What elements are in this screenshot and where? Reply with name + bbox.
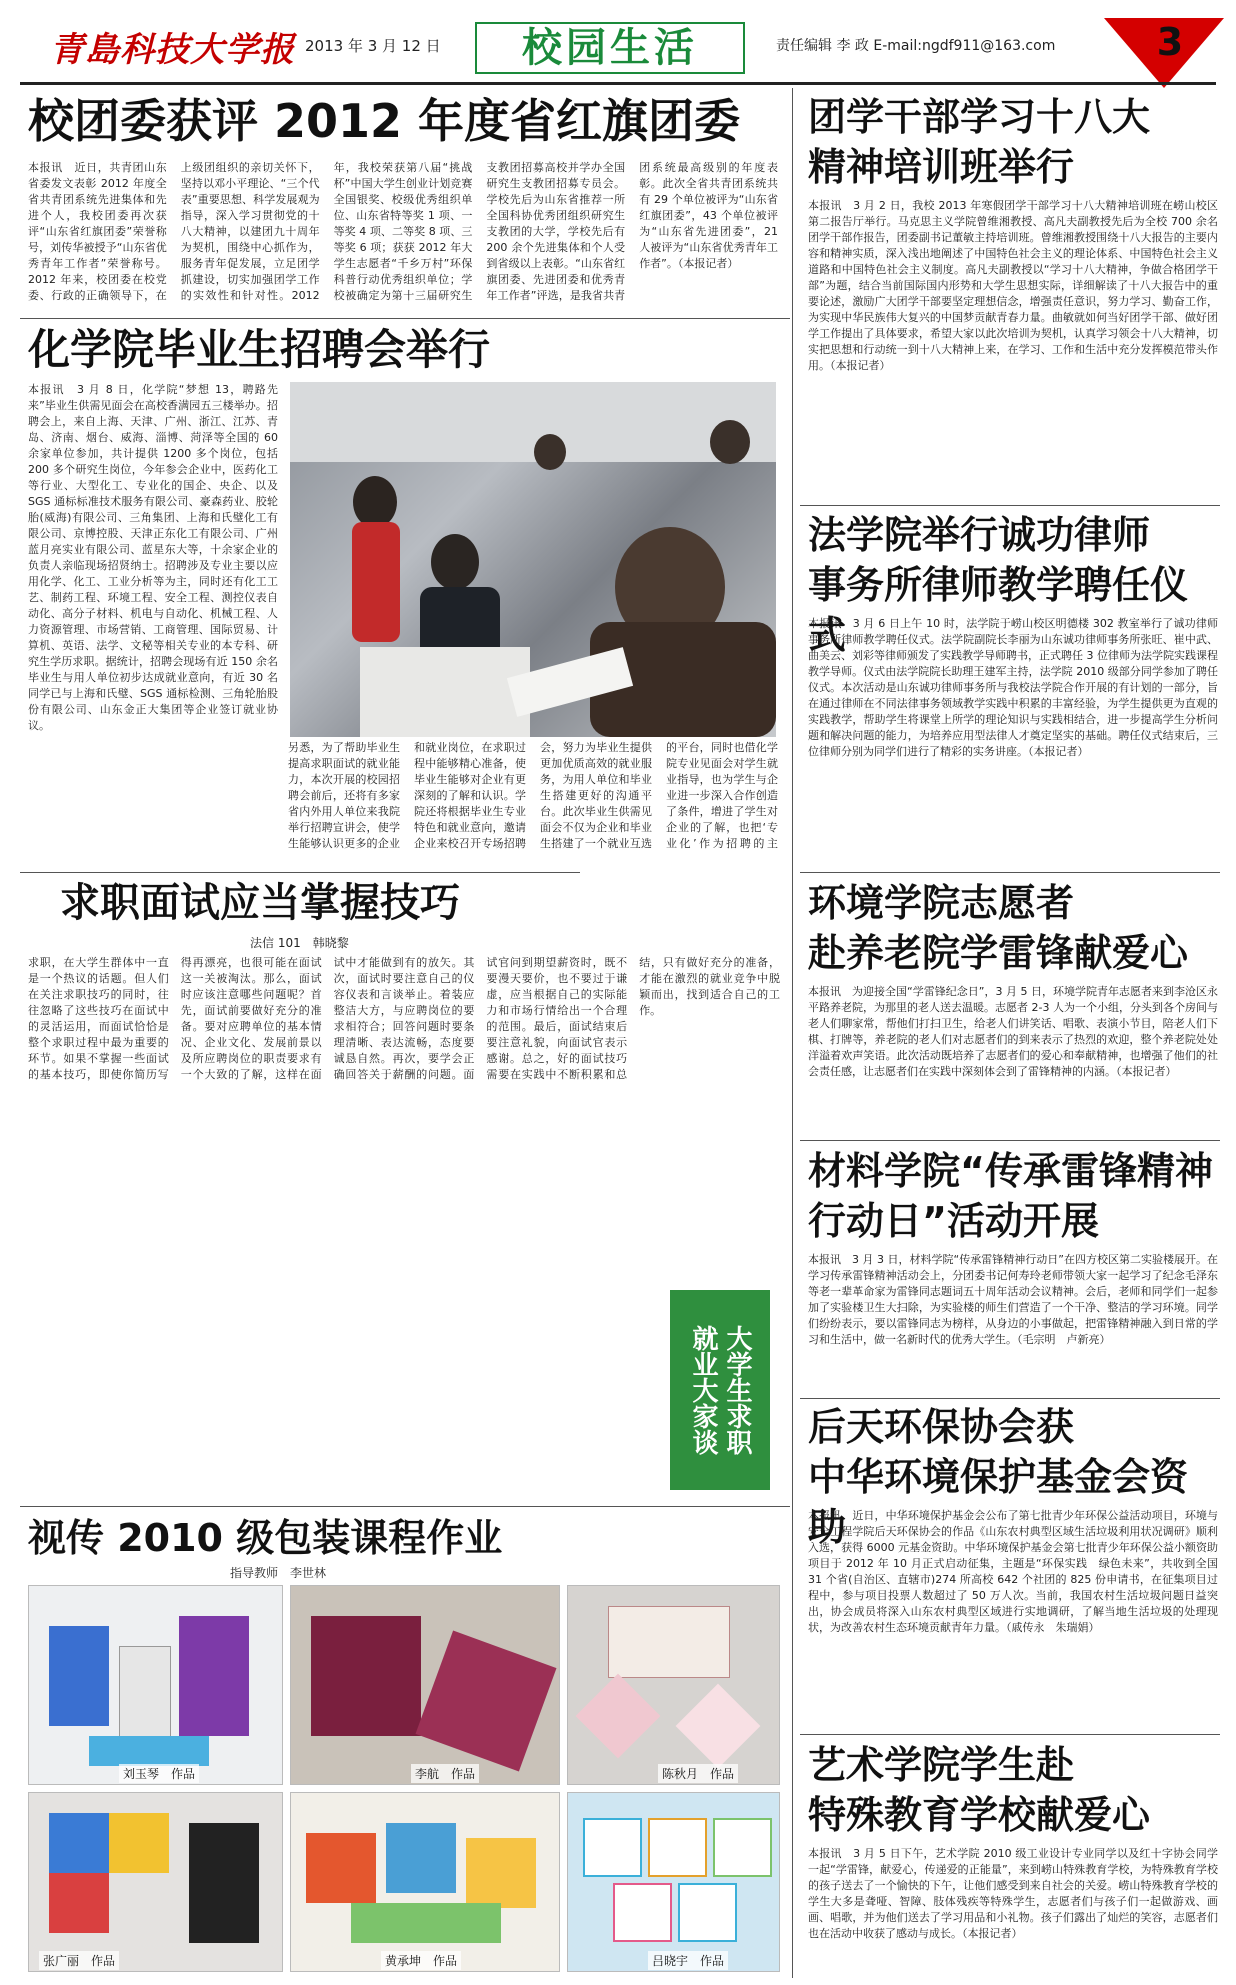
- course-work-4: [28, 1792, 283, 1972]
- masthead-rule: [20, 82, 1216, 85]
- jobfair-photo-figures: [290, 382, 776, 737]
- course-caption-2: 李航 作品: [411, 1764, 479, 1783]
- divider: [800, 872, 1220, 873]
- course-work-3: [567, 1585, 780, 1785]
- law-headline: 法学院举行诚功律师 事务所律师教学聘任仪式: [808, 513, 1189, 657]
- jobfair-body-bottom: 另悉，为了帮助毕业生提高求职面试的就业能力，本次开展的校园招聘会前后，还将有多家省内外用人单位来我院举行招聘宣讲会，使学生能够认识更多的企业和就业岗位，在求职过程中能够精心准备，使毕业生能够对企业有更深刻的了解和认识。学院还将根据毕业生专业特色和就业意向，邀请企业来校召开专场招聘会，努力为毕业生提供更加优质高效的就业服务，为用人单位和毕业生搭建更好的沟通平台。此次毕业生供需见面会不仅为企业和毕业生搭建了一个就业互选的平台，同时也借化学院专业见面会对学生就业指导，也为学生与企业进一步深入合作创造了条件，增进了学生对企业的了解，也把‘专业化’作为招聘的主: [288, 741, 778, 850]
- houtian-body: 本报讯 近日，中华环境保护基金会公布了第七批青少年环保公益活动项目，环境与安全工程学院后天环保协会的作品《山东农村典型区域生活垃圾利用状况调研》顺利入选，获得 6000 元基金资助。中华环境保护基金会第七批青少年环保公益小额资助项目于 2012 年 10 月正式启动征集，主题是“环保实践 绿色未来”，共收到全国 31 个省(自治区、直辖市)274 所高校 642 个社团的 825 份申请书，在征集项目过程中，参与项目投票人数超过了 50 万人次。当前，我国农村生活垃圾问题日益突出，协会成员将深入山东农村典型区域进行实地调研，了解当地生活垃圾的处理现状，为改善农村生态环境贡献青年力量。（戚传永 朱瑞娟）: [808, 1509, 1218, 1634]
- career-box-line2: 就业大家谈: [688, 1325, 718, 1455]
- career-column-box: [670, 1290, 770, 1490]
- interview-author: 法信 101 韩晓黎: [250, 936, 349, 950]
- env-body: 本报讯 为迎接全国“学雷锋纪念日”，3 月 5 日，环境学院青年志愿者来到李沧区永平路养老院，为那里的老人送去温暖。志愿者 2-3 人为一个小组，分头到各个房间与老人们聊家常，帮他们打扫卫生，给老人们讲笑话、唱歌、表演小节目，陪老人们下棋、打牌等，养老院的老人们对志愿者们的到来表示了热烈的欢迎，整个养老院处处洋溢着欢声笑语。此次活动既培养了志愿者们的爱心和奉献精神，也增强了他们的社会责任感，让志愿者们在实践中深刻体会到了雷锋精神的内涵。（本报记者）: [808, 985, 1218, 1078]
- issue-date: 2013 年 3 月 12 日: [305, 37, 441, 55]
- redflag-body: 本报讯 近日，共青团山东省委发文表彰 2012 年度全省共青团系统先进集体和先进个人，我校团委再次获评“山东省红旗团委”荣誉称号，刘传华被授予“山东省优秀青年工作者”荣誉称号。2012 年来，校团委在校党委、行政的正确领导下，在上级团组织的亲切关怀下，坚持以邓小平理论、“三个代表”重要思想、科学发展观为指导，深入学习贯彻党的十八大精神，以建团九十周年为契机，围绕中心抓作为，服务青年促发展，立足团学抓建设，切实加强团学工作的实效性和针对性。2012 年，我校荣获第八届“挑战杯”中国大学生创业计划竞赛全国银奖、校级优秀组织单位、山东省特等奖 1 项、一等奖 4 项、二等奖 8 项、三等奖 6 项；获获 2012 年大学生志愿者“千乡万村”环保科普行动优秀组织单位；学校被确定为第十三届研究生支教团招募高校并学办全国研究生支教团招募专员会。学校先后为山东省推荐一所全国科协优秀团组织研究生支教团的大学，学校先后有 200 余个先进集体和个人受到省级以上表彰。“山东省红旗团委、先进团委和优秀青年工作者”评选，是我省共青团系统最高级别的年度表彰。此次全省共青团系统共有 29 个单位被评为“山东省红旗团委”，43 个单位被评为“山东省先进团委”，21 人被评为“山东省优秀青年工作者”。（本报记者）: [28, 161, 778, 302]
- law-body: 本报讯 3 月 6 日上午 10 时，法学院于崂山校区明德楼 302 教室举行了诚功律师事务所律师教学聘任仪式。法学院副院长李丽为山东诚功律师事务所张旺、崔中武、曲美云、刘彩等律师颁发了实践教学导师聘书，正式聘任 3 位律师为法学院实践课程教学导师。仪式由法学院院长助理王建军主持，法学院 2010 级部分同学参加了聘任仪式。本次活动是山东诚功律师事务所与我校法学院合作开展的有计划的一部分，旨在通过律师在不同法律事务领域教学实践中积累的丰富经验，为学生提供更为直观的实践教学，帮助学生将课堂上所学的理论知识与实践相结合，进一步提高学生分析问题和解决问题的能力，为培养应用型法律人才奠定坚实的基础。聘任仪式结束后，三位律师分别为同学们进行了精彩的实务讲座。（本报记者）: [808, 617, 1218, 758]
- jobfair-body-left: 本报讯 3 月 8 日，化学院“梦想 13，聘路先来”毕业生供需见面会在高校香满园五三楼举办。招聘会上，来自上海、天津、广州、浙江、江苏、青岛、济南、烟台、威海、淄博、菏泽等全国的 60 余家单位参加，共计提供 1200 多个岗位，包括 200 多个研究生岗位，今年参会企业中，医药化工等行业、大型化工、专业化的国企、央企、以及 SGS 通标标准技术服务有限公司、豪森药业、胶轮胎(威海)有限公司、三角集团、上海和氏璧化工有限公司、京博控股、天津正东化工有限公司、广州蓝月亮实业有限公司、蓝星东大等，十余家企业的负责人亲临现场招贤纳士。招聘涉及专业主要以应用化学、化工、工业分析等为主，同时还有化工工艺、制药工程、环境工程、安全工程、测控仪表自动化、高分子材料、机电与自动化、机械工程、人力资源管理、市场营销、工商管理、国际贸易、计算机、英语、法学、文秘等相关专业的本专科、研究生学历求职。据统计，招聘会现场有近 150 余名毕业生与用人单位初步达成就业意向，有近 30 名同学已与上海和氏璧、SGS 通标检测、三角轮胎股份有限公司、山东金正大集团等企业签订就业协议。: [28, 383, 278, 732]
- course-caption-4: 张广丽 作品: [39, 1951, 119, 1970]
- editor-info: 责任编辑 李 政 E-mail:ngdf911@163.com: [776, 38, 1056, 54]
- divider: [800, 505, 1220, 506]
- jobfair-photo: [290, 382, 776, 737]
- divider: [800, 1140, 1220, 1141]
- course-caption-3: 陈秋月 作品: [658, 1764, 738, 1783]
- divider: [800, 1398, 1220, 1399]
- page-number: 3: [1156, 20, 1184, 64]
- career-box-line1: 大学生求职: [722, 1325, 752, 1455]
- houtian-headline: 后天环保协会获 中华环境保护基金会资助: [808, 1405, 1189, 1549]
- course-work-5: [290, 1792, 560, 1972]
- study-headline: 团学干部学习十八大 精神培训班举行: [808, 95, 1151, 189]
- course-work-1: [28, 1585, 283, 1785]
- course-caption-1: 刘玉琴 作品: [119, 1764, 199, 1783]
- interview-body: 求职，在大学生群体中一直是一个热议的话题。但人们在关注求职技巧的同时，往往忽略了这些技巧在面试中的灵活运用，而面试恰恰是整个求职过程中最为重要的环节。如果不掌握一些面试的基本技巧，即使你简历写得再漂亮，也很可能在面试这一关被淘汰。那么，面试时应该注意哪些问题呢？首先，面试前要做好充分的准备。要对应聘单位的基本情况、企业文化、发展前景以及所应聘岗位的职责要求有一个大致的了解，这样在面试中才能做到有的放矢。其次，面试时要注意自己的仪容仪表和言谈举止。着装应整洁大方，与应聘岗位的要求相符合；回答问题时要条理清晰、表达流畅，态度要诚恳自然。再次，要学会正确回答关于薪酬的问题。面试官问到期望薪资时，既不要漫天要价，也不要过于谦虚，应当根据自己的实际能力和市场行情给出一个合理的范围。最后，面试结束后要注意礼貌，向面试官表示感谢。总之，好的面试技巧需要在实践中不断积累和总结，只有做好充分的准备，才能在激烈的就业竞争中脱颖而出，找到适合自己的工作。: [28, 956, 780, 1081]
- course-caption-6: 吕晓宇 作品: [648, 1951, 728, 1970]
- section-title: 校园生活: [475, 22, 745, 74]
- materials-headline: 材料学院“传承雷锋精神 行动日”活动开展: [808, 1149, 1213, 1243]
- courses-headline: 视传 2010 级包装课程作业: [28, 1516, 503, 1560]
- divider: [20, 1506, 790, 1507]
- jobfair-body-left-tail: [28, 770, 278, 865]
- art-body: 本报讯 3 月 5 日下午，艺术学院 2010 级工业设计专业同学以及红十字协会同学一起“学雷锋，献爱心，传递爱的正能量”，来到崂山特殊教育学校，为特殊教育学校的孩子送去了一个愉快的下午，让他们感受到来自社会的关爱。崂山特殊教育学校的学生大多是聋哑、智障、肢体残疾等特殊学生，志愿者们与孩子们一起做游戏、画画、唱歌，并为他们送去了学习用品和小礼物。孩子们露出了灿烂的笑容，志愿者们也在活动中收获了感动与成长。（本报记者）: [808, 1847, 1218, 1940]
- course-work-6: [567, 1792, 780, 1972]
- materials-body: 本报讯 3 月 3 日，材料学院“传承雷锋精神行动日”在四方校区第二实验楼展开。在学习传承雷锋精神活动会上，分团委书记何寿玲老师带领大家一起学习了纪念毛泽东等老一辈革命家为雷锋同志题词五十周年活动会议精神。会后，老师和同学们一起参加了实验楼卫生大扫除，为实验楼的师生们营造了一个干净、整洁的学习环境。同学们纷纷表示，要以雷锋同志为榜样，从身边的小事做起，把雷锋精神融入到日常的学习和生活中，做一名新时代的优秀大学生。（毛宗明 卢新亮）: [808, 1253, 1218, 1346]
- redflag-headline: 校团委获评 2012 年度省红旗团委: [28, 94, 741, 148]
- newspaper-logo: 青島科技大学报: [50, 30, 295, 70]
- divider: [20, 872, 580, 873]
- courses-subtitle: 指导教师 李世林: [230, 1566, 327, 1580]
- art-headline: 艺术学院学生赴 特殊教育学校献爱心: [808, 1743, 1151, 1837]
- divider: [20, 318, 790, 319]
- divider: [800, 1734, 1220, 1735]
- course-caption-5: 黄承坤 作品: [381, 1951, 461, 1970]
- jobfair-headline: 化学院毕业生招聘会举行: [28, 325, 491, 374]
- course-work-2: [290, 1585, 560, 1785]
- column-separator: [792, 88, 793, 1978]
- interview-headline: 求职面试应当掌握技巧: [60, 880, 460, 926]
- env-headline: 环境学院志愿者 赴养老院学雷锋献爱心: [808, 881, 1189, 975]
- study-body: 本报讯 3 月 2 日，我校 2013 年寒假团学干部学习十八大精神培训班在崂山校区第二报告厅举行。马克思主义学院曾维湘教授、高凡夫副教授先后为全校 700 余名团学干部作报告，团委副书记董敏主持培训班。曾维湘教授围绕十八大报告的主要内容和精神实质，深入浅出地阐述了中国特色社会主义的理论体系、中国特色社会主义道路和中国特色社会主义制度。高凡夫副教授以“学习十八大精神，争做合格团学干部”为题，结合当前国际国内形势和大学生思想实际，详细解读了十八大报告中的重要论述，激励广大团学干部要坚定理想信念，增强责任意识，努力学习、勤奋工作，为实现中华民族伟大复兴的中国梦贡献青春力量。曲敏就如何当好团学干部、做好团学工作提出了具体要求，希望大家以此次培训为契机，认真学习领会十八大精神，切实把思想和行动统一到十八大精神上来，在学习、工作和生活中充分发挥模范带头作用。（本报记者）: [808, 199, 1218, 372]
